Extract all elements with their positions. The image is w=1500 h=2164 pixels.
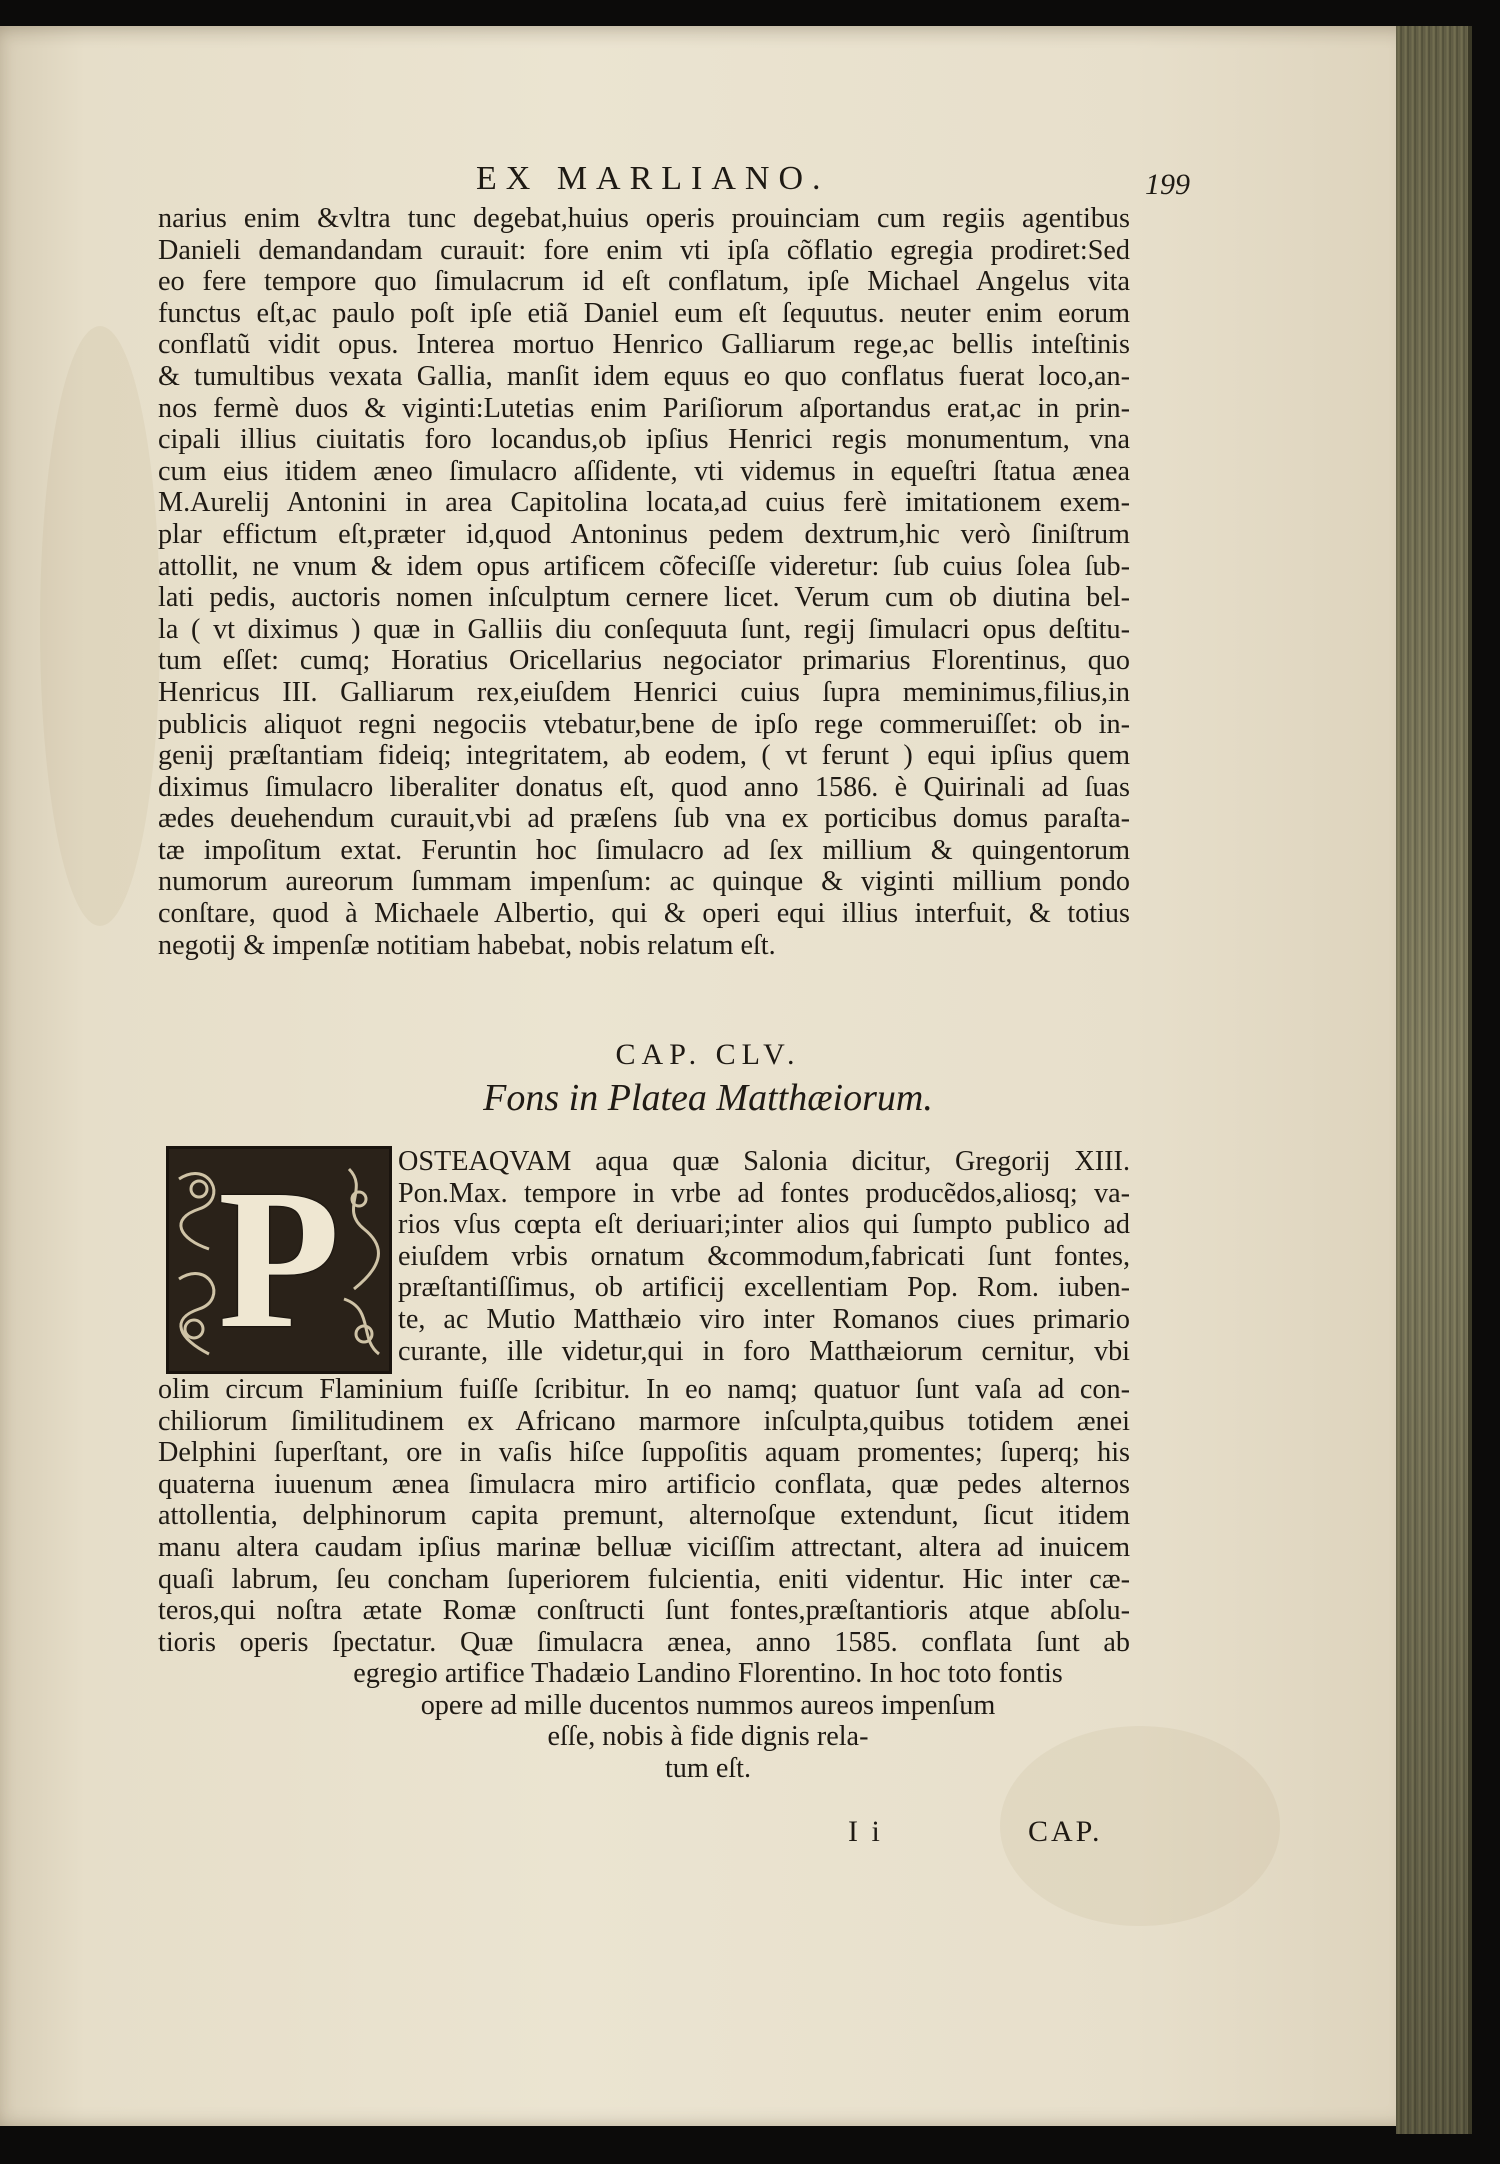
page-header <box>160 160 1190 200</box>
text-line: numorum aureorum ſummam impenſum: ac quinque & viginti millium pondo <box>158 866 1130 898</box>
text-line: cum eius itidem æneo ſimulacro aſſidente, vti videmus in equeſtri ſtatua ænea <box>158 455 1130 487</box>
text-line: diximus ſimulacro liberaliter donatus eſt, quod anno 1586. è Quirinali ad ſuas <box>158 771 1130 803</box>
catchword: CAP. <box>1028 1815 1103 1848</box>
signature-mark: I i <box>848 1815 883 1848</box>
chapter-number: CAP. CLV. <box>615 1038 801 1071</box>
text-line: attollit, ne vnum & idem opus artificem cõfeciſſe videretur: ſub cuius ſolea ſub- <box>158 550 1130 582</box>
text-line: Delphini ſuperſtant, ore in vaſis hiſce ſuppoſitis aquam promentes; ſuperq; his <box>158 1437 1130 1469</box>
text-line: curante, ille videtur,qui in foro Matthæiorum cernitur, vbi <box>398 1335 1130 1367</box>
text-line: manu altera caudam ipſius marinæ belluæ viciſſim attrectant, altera ad inuicem <box>158 1531 1130 1563</box>
text-line: ædes deuehendum curauit,vbi ad præſens ſub vna ex porticibus domus paraſta- <box>158 803 1130 835</box>
text-line: lati pedis, auctoris nomen inſculptum cernere licet. Verum cum ob diutina bel- <box>158 582 1130 614</box>
text-line: Henricus III. Galliarum rex,eiuſdem Henrici cuius ſupra meminimus,filius,in <box>158 676 1130 708</box>
text-line: eſſe, nobis à fide dignis rela- <box>547 1721 869 1753</box>
text-line: nos fermè duos & viginti:Lutetias enim Pariſiorum aſportandus erat,ac in prin- <box>158 392 1130 424</box>
text-line: chiliorum ſimilitudinem ex Africano marmore inſculpta,quibus totidem ænei <box>158 1405 1130 1437</box>
text-line: negotij & impenſæ notitiam habebat, nobis relatum eſt. <box>158 929 776 961</box>
paragraph-2-taper <box>0 1658 1416 1784</box>
text-line: conſtare, quod à Michaele Albertio, qui & operi equi illius interfuit, & totius <box>158 898 1130 930</box>
text-line: præſtantiſſimus, ob artificij excellentiam Pop. Rom. iuben- <box>398 1272 1130 1304</box>
text-line: tum eſt. <box>664 1752 752 1784</box>
text-line: olim circum Flaminium fuiſſe ſcribitur. In eo namq; quatuor ſunt vaſa ad con- <box>158 1374 1130 1405</box>
text-line: OSTEAQVAM aqua quæ Salonia dicitur, Gregorij XIII. <box>398 1146 1130 1177</box>
paragraph-2-beside-initial <box>398 1146 1130 1367</box>
text-line: Pon.Max. tempore in vrbe ad fontes producẽdos,aliosq; va- <box>398 1177 1130 1209</box>
paragraph-2-full-width <box>158 1374 1130 1658</box>
text-line: functus eſt,ac paulo poſt ipſe etiã Daniel eum eſt ſequutus. neuter enim eorum <box>158 297 1130 329</box>
text-line: eo fere tempore quo ſimulacrum id eſt conflatum, ipſe Michael Angelus vita <box>158 266 1130 298</box>
text-line: genij præſtantiam fideiq; integritatem, ab eodem, ( vt ferunt ) equi ipſius quem <box>158 740 1130 772</box>
text-line: te, ac Mutio Matthæio viro inter Romanos ciues primario <box>398 1303 1130 1335</box>
text-line: opere ad mille ducentos nummos aureos impenſum <box>420 1689 996 1721</box>
text-line: publicis aliquot regni negociis vtebatur,bene de ipſo rege commeruiſſet: ob in- <box>158 708 1130 740</box>
decorated-initial <box>166 1146 392 1374</box>
text-line: plar effictum eſt,præter id,quod Antoninus pedem dextrum,hic verò ſiniſtrum <box>158 518 1130 550</box>
text-line: & tumultibus vexata Gallia, manſit idem equus eo quo conflatus fuerat loco,an- <box>158 360 1130 392</box>
text-line: tum eſſet: cumq; Horatius Oricellarius negociator primarius Florentinus, quo <box>158 645 1130 677</box>
drop-cap-letter: P <box>217 1149 341 1370</box>
folio-number: 199 <box>1145 168 1190 201</box>
chapter-title: Fons in Platea Matthæiorum. <box>483 1077 933 1119</box>
text-line: rios vſus cœpta eſt deriuari;inter alios qui ſumpto publico ad <box>398 1209 1130 1241</box>
text-line: tioris operis ſpectatur. Quæ ſimulacra ænea, anno 1585. conflata ſunt ab <box>158 1626 1130 1658</box>
text-line: la ( vt diximus ) quæ in Galliis diu conſequuta ſunt, regij ſimulacri opus deſtitu- <box>158 613 1130 645</box>
paragraph-1 <box>158 203 1130 961</box>
text-line: Danieli demandandam curauit: fore enim vti ipſa cõflatio egregia prodiret:Sed <box>158 234 1130 266</box>
text-line: egregio artifice Thadæio Landino Florentino. In hoc toto fontis <box>353 1658 1063 1689</box>
running-head: EX MARLIANO. <box>476 160 830 197</box>
text-line: conflatũ vidit opus. Interea mortuo Henrico Galliarum rege,ac bellis inteſtinis <box>158 329 1130 361</box>
text-line: eiuſdem vrbis ornatum &commodum,fabricati ſunt fontes, <box>398 1240 1130 1272</box>
text-line: quaterna iuuenum ænea ſimulacra miro artificio conflata, quæ pedes alternos <box>158 1468 1130 1500</box>
paper-stain <box>40 326 160 926</box>
text-line: M.Aurelij Antonini in area Capitolina locata,ad cuius ferè imitationem exem- <box>158 487 1130 519</box>
text-line: cipali illius ciuitatis foro locandus,ob ipſius Henrici regis monumentum, vna <box>158 424 1130 456</box>
text-line: teros,qui noſtra ætate Romæ conſtructi ſunt fontes,præſtantioris atque abſolu- <box>158 1595 1130 1627</box>
text-line: tæ impoſitum extat. Feruntin hoc ſimulacro ad ſex millium & quingentorum <box>158 834 1130 866</box>
text-line: narius enim &vltra tunc degebat,huius operis prouinciam cum regiis agentibus <box>158 203 1130 234</box>
text-line: attollentia, delphinorum capita premunt, alternoſque extendunt, ſicut itidem <box>158 1500 1130 1532</box>
text-line: quaſi labrum, ſeu concham ſuperiorem fulcientia, eniti videntur. Hic inter cæ- <box>158 1563 1130 1595</box>
